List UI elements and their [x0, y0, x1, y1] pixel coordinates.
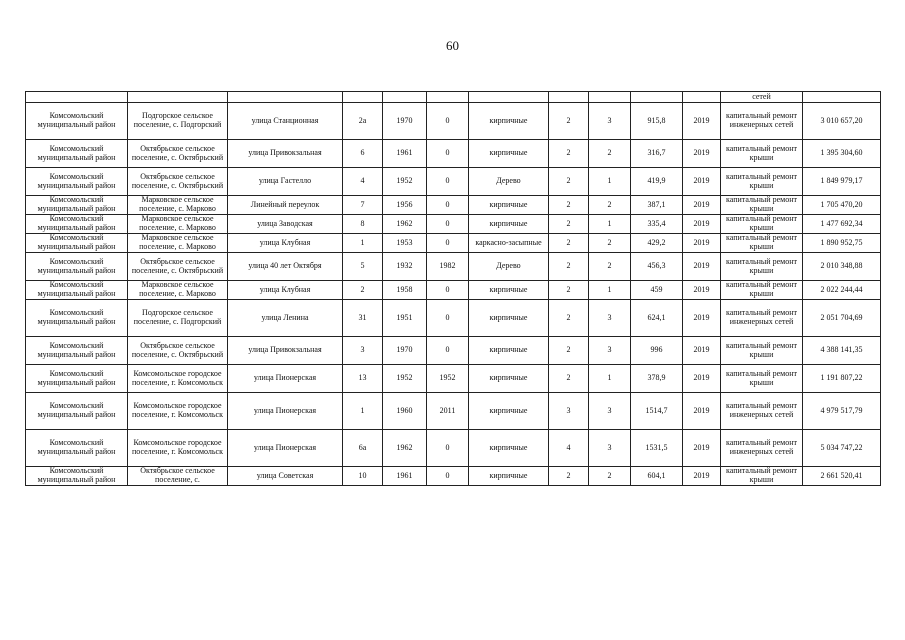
- cell-settlement: Подгорское сельское поселение, с. Подгорский: [128, 103, 228, 140]
- cell-commissioning: 0: [427, 168, 469, 196]
- cell-house: 10: [343, 467, 383, 486]
- cell-settlement: Комсомольское городское поселение, г. Комсомольск: [128, 430, 228, 467]
- cell-year: 1970: [383, 103, 427, 140]
- cell-settlement: Октябрьское сельское поселение, с.: [128, 467, 228, 486]
- cell-street: улица 40 лет Октября: [228, 253, 343, 281]
- cell-work: капитальный ремонт крыши: [721, 253, 803, 281]
- cell-work: капитальный ремонт крыши: [721, 234, 803, 253]
- cell-cost: 2 010 348,88: [803, 253, 881, 281]
- cell-district: Комсомольский муниципальный район: [26, 365, 128, 393]
- cell-material: каркасно-засыпные: [469, 234, 549, 253]
- cell-plan-year: [683, 92, 721, 103]
- cell-district: Комсомольский муниципальный район: [26, 168, 128, 196]
- cell-year: 1958: [383, 281, 427, 300]
- cell-commissioning: 0: [427, 215, 469, 234]
- cell-floors: 2: [549, 140, 589, 168]
- cell-area: 1531,5: [631, 430, 683, 467]
- cell-cost: 1 890 952,75: [803, 234, 881, 253]
- cell-plan-year: 2019: [683, 140, 721, 168]
- cell-area: 335,4: [631, 215, 683, 234]
- cell-house: 4: [343, 168, 383, 196]
- table-row: [26, 430, 881, 467]
- cell-district: Комсомольский муниципальный район: [26, 215, 128, 234]
- cell-district: Комсомольский муниципальный район: [26, 281, 128, 300]
- table-row: [26, 168, 881, 196]
- cell-district: [26, 92, 128, 103]
- table-row: [26, 393, 881, 430]
- cell-commissioning: 0: [427, 430, 469, 467]
- table-row: [26, 365, 881, 393]
- page-number: 60: [446, 38, 459, 53]
- cell-settlement: Марковское сельское поселение, с. Марково: [128, 215, 228, 234]
- cell-area: 378,9: [631, 365, 683, 393]
- cell-work: капитальный ремонт крыши: [721, 140, 803, 168]
- cell-district: Комсомольский муниципальный район: [26, 103, 128, 140]
- cell-cost: 3 010 657,20: [803, 103, 881, 140]
- cell-entrances: 2: [589, 140, 631, 168]
- cell-work: капитальный ремонт крыши: [721, 215, 803, 234]
- table-row: [26, 234, 881, 253]
- cell-floors: [549, 92, 589, 103]
- cell-area: 387,1: [631, 196, 683, 215]
- cell-street: улица Советская: [228, 467, 343, 486]
- cell-house: 6а: [343, 430, 383, 467]
- cell-floors: 2: [549, 215, 589, 234]
- cell-house: 31: [343, 300, 383, 337]
- cell-street: улица Пионерская: [228, 393, 343, 430]
- cell-street: [228, 92, 343, 103]
- cell-cost: 1 849 979,17: [803, 168, 881, 196]
- cell-cost: 2 661 520,41: [803, 467, 881, 486]
- cell-house: [343, 92, 383, 103]
- cell-entrances: 2: [589, 467, 631, 486]
- cell-cost: 1 191 807,22: [803, 365, 881, 393]
- cell-settlement: Марковское сельское поселение, с. Марково: [128, 281, 228, 300]
- cell-settlement: Октябрьское сельское поселение, с. Октябрьский: [128, 168, 228, 196]
- cell-cost: [803, 92, 881, 103]
- cell-work: капитальный ремонт крыши: [721, 196, 803, 215]
- cell-material: кирпичные: [469, 337, 549, 365]
- cell-entrances: 2: [589, 234, 631, 253]
- cell-cost: 5 034 747,22: [803, 430, 881, 467]
- cell-entrances: [589, 92, 631, 103]
- cell-floors: 2: [549, 253, 589, 281]
- cell-plan-year: 2019: [683, 300, 721, 337]
- cell-material: кирпичные: [469, 215, 549, 234]
- cell-district: Комсомольский муниципальный район: [26, 253, 128, 281]
- cell-commissioning: 0: [427, 140, 469, 168]
- cell-district: Комсомольский муниципальный район: [26, 300, 128, 337]
- cell-year: 1960: [383, 393, 427, 430]
- cell-district: Комсомольский муниципальный район: [26, 393, 128, 430]
- cell-floors: 2: [549, 168, 589, 196]
- cell-street: улица Станционная: [228, 103, 343, 140]
- cell-entrances: 1: [589, 168, 631, 196]
- cell-plan-year: 2019: [683, 281, 721, 300]
- cell-plan-year: 2019: [683, 430, 721, 467]
- cell-area: 429,2: [631, 234, 683, 253]
- cell-district: Комсомольский муниципальный район: [26, 337, 128, 365]
- cell-year: 1956: [383, 196, 427, 215]
- cell-entrances: 1: [589, 365, 631, 393]
- cell-commissioning: 1982: [427, 253, 469, 281]
- cell-work: капитальный ремонт крыши: [721, 365, 803, 393]
- cell-settlement: [128, 92, 228, 103]
- cell-plan-year: 2019: [683, 467, 721, 486]
- cell-plan-year: 2019: [683, 365, 721, 393]
- cell-cost: 2 051 704,69: [803, 300, 881, 337]
- cell-plan-year: 2019: [683, 337, 721, 365]
- table-row: [26, 337, 881, 365]
- cell-cost: 1 477 692,34: [803, 215, 881, 234]
- cell-floors: 2: [549, 281, 589, 300]
- cell-area: 624,1: [631, 300, 683, 337]
- cell-commissioning: 0: [427, 196, 469, 215]
- cell-settlement: Марковское сельское поселение, с. Марково: [128, 234, 228, 253]
- cell-settlement: Октябрьское сельское поселение, с. Октябрьский: [128, 337, 228, 365]
- table-row: [26, 196, 881, 215]
- cell-house: 2а: [343, 103, 383, 140]
- cell-street: улица Привокзальная: [228, 337, 343, 365]
- cell-commissioning: 0: [427, 103, 469, 140]
- cell-house: 3: [343, 337, 383, 365]
- cell-plan-year: 2019: [683, 168, 721, 196]
- cell-commissioning: [427, 92, 469, 103]
- cell-floors: 2: [549, 234, 589, 253]
- cell-year: 1970: [383, 337, 427, 365]
- cell-commissioning: 0: [427, 467, 469, 486]
- cell-floors: 2: [549, 103, 589, 140]
- cell-settlement: Комсомольское городское поселение, г. Комсомольск: [128, 365, 228, 393]
- cell-year: 1953: [383, 234, 427, 253]
- cell-material: кирпичные: [469, 281, 549, 300]
- cell-year: 1951: [383, 300, 427, 337]
- table-row: [26, 300, 881, 337]
- table-body: [26, 92, 881, 486]
- cell-floors: 3: [549, 393, 589, 430]
- cell-floors: 2: [549, 337, 589, 365]
- cell-floors: 2: [549, 300, 589, 337]
- cell-floors: 2: [549, 196, 589, 215]
- cell-commissioning: 0: [427, 300, 469, 337]
- cell-year: 1961: [383, 467, 427, 486]
- cell-street: улица Пионерская: [228, 430, 343, 467]
- cell-street: улица Заводская: [228, 215, 343, 234]
- cell-settlement: Марковское сельское поселение, с. Марково: [128, 196, 228, 215]
- cell-entrances: 3: [589, 393, 631, 430]
- cell-commissioning: 0: [427, 234, 469, 253]
- cell-area: 419,9: [631, 168, 683, 196]
- cell-area: 459: [631, 281, 683, 300]
- cell-plan-year: 2019: [683, 215, 721, 234]
- cell-plan-year: 2019: [683, 393, 721, 430]
- table-row: [26, 253, 881, 281]
- cell-settlement: Комсомольское городское поселение, г. Комсомольск: [128, 393, 228, 430]
- table-row: [26, 215, 881, 234]
- cell-district: Комсомольский муниципальный район: [26, 430, 128, 467]
- cell-area: 1514,7: [631, 393, 683, 430]
- cell-cost: 1 395 304,60: [803, 140, 881, 168]
- cell-house: 2: [343, 281, 383, 300]
- cell-area: 604,1: [631, 467, 683, 486]
- cell-entrances: 2: [589, 196, 631, 215]
- table-row: [26, 103, 881, 140]
- cell-entrances: 3: [589, 430, 631, 467]
- cell-material: кирпичные: [469, 430, 549, 467]
- cell-house: 5: [343, 253, 383, 281]
- cell-cost: 2 022 244,44: [803, 281, 881, 300]
- cell-street: улица Пионерская: [228, 365, 343, 393]
- cell-commissioning: 1952: [427, 365, 469, 393]
- cell-house: 7: [343, 196, 383, 215]
- cell-year: 1962: [383, 430, 427, 467]
- cell-area: [631, 92, 683, 103]
- cell-cost: 4 979 517,79: [803, 393, 881, 430]
- cell-cost: 1 705 470,20: [803, 196, 881, 215]
- cell-year: 1932: [383, 253, 427, 281]
- cell-entrances: 3: [589, 103, 631, 140]
- cell-material: кирпичные: [469, 196, 549, 215]
- cell-area: 316,7: [631, 140, 683, 168]
- table-row: [26, 281, 881, 300]
- cell-house: 13: [343, 365, 383, 393]
- cell-year: 1952: [383, 168, 427, 196]
- cell-work: капитальный ремонт крыши: [721, 281, 803, 300]
- cell-year: [383, 92, 427, 103]
- cell-district: Комсомольский муниципальный район: [26, 196, 128, 215]
- cell-work: капитальный ремонт крыши: [721, 168, 803, 196]
- cell-material: [469, 92, 549, 103]
- table-row: [26, 467, 881, 486]
- cell-house: 6: [343, 140, 383, 168]
- cell-material: кирпичные: [469, 467, 549, 486]
- cell-area: 996: [631, 337, 683, 365]
- cell-material: кирпичные: [469, 365, 549, 393]
- cell-street: улица Клубная: [228, 281, 343, 300]
- cell-plan-year: 2019: [683, 196, 721, 215]
- cell-entrances: 3: [589, 337, 631, 365]
- cell-entrances: 3: [589, 300, 631, 337]
- cell-house: 1: [343, 393, 383, 430]
- cell-plan-year: 2019: [683, 234, 721, 253]
- cell-floors: 2: [549, 365, 589, 393]
- cell-street: улица Ленина: [228, 300, 343, 337]
- cell-floors: 4: [549, 430, 589, 467]
- cell-work: капитальный ремонт инженерных сетей: [721, 430, 803, 467]
- cell-floors: 2: [549, 467, 589, 486]
- cell-plan-year: 2019: [683, 103, 721, 140]
- cell-street: улица Привокзальная: [228, 140, 343, 168]
- cell-district: Комсомольский муниципальный район: [26, 140, 128, 168]
- housing-register-table: [25, 91, 881, 486]
- cell-work: капитальный ремонт крыши: [721, 337, 803, 365]
- cell-plan-year: 2019: [683, 253, 721, 281]
- cell-district: Комсомольский муниципальный район: [26, 234, 128, 253]
- cell-material: Дерево: [469, 168, 549, 196]
- cell-work: капитальный ремонт крыши: [721, 467, 803, 486]
- cell-street: улица Клубная: [228, 234, 343, 253]
- cell-work: сетей: [721, 92, 803, 103]
- cell-material: кирпичные: [469, 300, 549, 337]
- cell-settlement: Подгорское сельское поселение, с. Подгорский: [128, 300, 228, 337]
- cell-district: Комсомольский муниципальный район: [26, 467, 128, 486]
- cell-year: 1962: [383, 215, 427, 234]
- cell-area: 456,3: [631, 253, 683, 281]
- cell-entrances: 1: [589, 281, 631, 300]
- cell-entrances: 2: [589, 253, 631, 281]
- cell-material: кирпичные: [469, 140, 549, 168]
- cell-area: 915,8: [631, 103, 683, 140]
- cell-cost: 4 388 141,35: [803, 337, 881, 365]
- table-row: [26, 140, 881, 168]
- cell-material: Дерево: [469, 253, 549, 281]
- cell-street: Линейный переулок: [228, 196, 343, 215]
- cell-work: капитальный ремонт инженерных сетей: [721, 300, 803, 337]
- cell-year: 1961: [383, 140, 427, 168]
- cell-material: кирпичные: [469, 393, 549, 430]
- cell-work: капитальный ремонт инженерных сетей: [721, 393, 803, 430]
- cell-entrances: 1: [589, 215, 631, 234]
- cell-house: 1: [343, 234, 383, 253]
- cell-settlement: Октябрьское сельское поселение, с. Октябрьский: [128, 140, 228, 168]
- cell-commissioning: 0: [427, 281, 469, 300]
- cell-work: капитальный ремонт инженерных сетей: [721, 103, 803, 140]
- cell-year: 1952: [383, 365, 427, 393]
- cell-material: кирпичные: [469, 103, 549, 140]
- cell-commissioning: 0: [427, 337, 469, 365]
- cell-commissioning: 2011: [427, 393, 469, 430]
- table-row-continuation: [26, 92, 881, 103]
- cell-house: 8: [343, 215, 383, 234]
- cell-street: улица Гастелло: [228, 168, 343, 196]
- cell-settlement: Октябрьское сельское поселение, с. Октябрьский: [128, 253, 228, 281]
